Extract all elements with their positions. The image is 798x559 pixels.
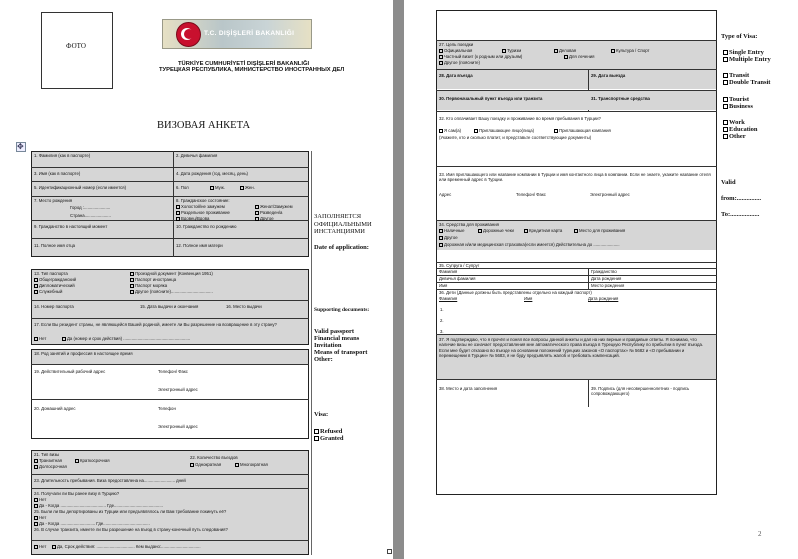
form-title: ВИЗОВАЯ АНКЕТА [157,120,251,131]
supporting-documents: Supporting documents: [314,307,370,313]
page-2 [404,0,798,559]
field-13-seaman[interactable]: Паспорт моряка [130,283,167,288]
field-22-multiple[interactable]: Многократная [235,462,268,467]
resize-handle[interactable] [387,549,392,554]
field-32-company[interactable]: Приглашающая компания [554,128,611,133]
valid-passport: Valid passport [314,328,355,335]
field-27-medical[interactable]: Для лечения [564,54,594,59]
field-13-ordinary[interactable]: Общегражданский [34,277,76,282]
spouse-surname[interactable]: Фамилия [439,269,458,274]
other-docs: Other: [314,356,333,363]
type-of-visa: Type of Visa: [721,33,758,40]
field-8-widowed[interactable]: Вдовец/Вдова [176,216,209,221]
field-8: 8. Гражданское состояние: [176,198,230,203]
field-26-no[interactable]: Нет [34,544,46,549]
business[interactable]: Business [723,103,753,111]
field-27-business[interactable]: Деловая [554,48,576,53]
field-34-accommodation[interactable]: Место для проживания [574,228,625,233]
field-13-travel-doc[interactable]: Проездной документ (Конвенция 1951) [130,271,213,276]
field-6-male[interactable]: Муж. [210,185,225,190]
field-27: 27. Цель поездки [439,42,474,47]
field-1[interactable]: 1. Фамилия (как в паспорте) [34,153,91,158]
double-transit[interactable]: Double Transit [723,79,770,87]
field-17-yes[interactable]: Да (номер и срок действия) ........................................................ [62,336,190,341]
field-22: 22. Количество въездов [190,455,238,460]
field-27-tourism[interactable]: Туризм [502,48,521,53]
field-11[interactable]: 11. Полное имя отца [34,243,76,248]
field-8-separated[interactable]: Раздельное проживание [176,210,230,215]
field-34-cash[interactable]: Наличные [439,228,465,233]
field-33-email[interactable]: Электронный адрес [590,192,630,197]
field-32-self[interactable]: Я сам(а) [439,128,461,133]
field-13-alien[interactable]: Паспорт иностранца [130,277,176,282]
field-20-email[interactable]: Электронный адрес [158,424,198,429]
means-of-transport: Means of transport [314,349,368,356]
work[interactable]: Work [723,119,745,127]
field-31[interactable]: 31. Транспортные средства [591,96,650,101]
field-34-card[interactable]: Кредитная карта [524,228,562,233]
field-8-married[interactable]: Женат/Замужем [255,204,293,209]
field-17: 17. Если Вы резидент страны, не являющейся Вашей родиной, имеете ли Вы разрешение на возвращение в эту страну? [34,322,277,327]
field-7-country[interactable]: Страна...................... [70,213,111,218]
field-10[interactable]: 10. Гражданство по рождению [176,224,237,229]
field-38[interactable]: 38. Место и дата заполнения [439,386,498,391]
field-34: 34. Средства для проживания [439,222,499,227]
field-23[interactable]: 23. Длительность пребывания. Виза предоставлена на.......................... дней [34,478,186,483]
spouse-citizenship[interactable]: Гражданство [591,269,617,274]
visa-label: Visa: [314,411,329,418]
field-4[interactable]: 4. Дата рождения (год, месяц, день) [176,171,248,176]
field-6-female[interactable]: Жен. [240,185,255,190]
field-20[interactable]: 20. Домашний адрес [34,406,76,411]
field-21-transit[interactable]: Транзитная [34,458,62,463]
field-19[interactable]: 19. Действительный рабочий адрес [34,369,106,374]
field-27-private[interactable]: Частный визит (к родным или друзьям) [439,54,522,59]
field-19-email[interactable]: Электронный адрес [158,387,198,392]
move-handle-glyph: ✥ [17,142,24,151]
children-surname-header: Фамилия [439,296,458,301]
field-24: 24. Получали ли Вы ранее визу в Турцию? [34,491,120,496]
spouse-dob[interactable]: Дата рождения [591,276,622,281]
children-name-header: Имя [524,296,533,301]
field-34-other[interactable]: Другое [439,235,458,240]
field-39[interactable]: 39. Подпись (для несовершеннолетних - подпись сопровождающего) [591,386,690,396]
tourist[interactable]: Tourist [723,96,749,104]
ministry-title-tr: TÜRKİYE CUMHURİYETİ DIŞİŞLERİ BAKANLIĞI [178,61,310,67]
field-5[interactable]: 5. Идентификационный номер (если имеется) [34,185,127,190]
field-21-long[interactable]: Долгосрочная [34,464,67,469]
invitation: Invitation [314,342,342,349]
multiple-entry[interactable]: Multiple Entry [723,56,771,64]
field-32-person[interactable]: Приглашающее лицо(лица) [474,128,534,133]
child-row-1[interactable]: 1. [440,307,444,312]
field-8-single[interactable]: Холостой/не замужем [176,204,225,209]
field-27-culture[interactable]: Культура / Спорт [611,48,650,53]
field-29[interactable]: 29. Дата выезда [591,73,626,78]
field-15[interactable]: 15. Дата выдачи и окончания [140,304,199,309]
field-36: 36. Дети (Данные должны быть представлены отдельно на каждый паспорт) [439,290,592,295]
field-19-phone[interactable]: Телефон/ Факс [158,369,188,374]
financial-means: Financial means [314,335,360,342]
field-13-other[interactable]: Другое (поясните)................................... [130,289,213,294]
education[interactable]: Education [723,126,758,134]
field-33-phone[interactable]: Телефон/ Факс [516,192,546,197]
ministry-title-ru: ТУРЕЦКАЯ РЕСПУБЛИКА, МИНИСТЕРСТВО ИНОСТРАННЫХ ДЕЛ [159,67,345,73]
field-32-note: (Укажите, кто и сколько платит, и представьте соответствующие документы) [439,135,592,140]
field-7-city[interactable]: Город :...................... [70,205,111,210]
official-use-heading: ЗАПОЛНЯЕТСЯ ОФИЦИАЛЬНЫМИ ИНСТАНЦИЯМИ [314,213,372,235]
field-17-no[interactable]: Нет [34,336,46,341]
photo-box [41,12,113,89]
field-20-phone[interactable]: Телефон [158,406,176,411]
field-13: 13. Тип паспорта [34,271,68,276]
field-33-address[interactable]: Адрес [439,192,452,197]
field-8-other[interactable]: Другое [255,216,274,221]
field-24-no[interactable]: Нет [34,497,46,502]
declaration-37: 37. Я подтверждаю, что я прочёл и понял все вопросы данной анкеты и дал на них верные и правдивые ответы. Я понимаю, что наличие визы не означает предоставления мне автоматического права въезда в Турецкую Республику по прибытии в пункт въезда. Если мне будет отказано во въезде на основании положений турецких законов «О паспортах» № 5682 и «О пребывании и перемещении в Турции» № 5683, я не буду предъявлять жалоб и требовать компенсаций. [439,337,704,359]
field-28[interactable]: 28. Дата въезда [439,73,473,78]
valid-label: Valid [721,179,736,186]
field-26-yes[interactable]: Да, Срок действия: ................................ Кем выдано:................................. [52,544,201,549]
field-35: 35. Супруга / Супруг [439,263,480,268]
children-dob-header: Дата рождения [588,296,619,301]
child-row-3[interactable]: 3. [440,329,444,334]
field-13-diplomatic[interactable]: Дипломатический [34,283,75,288]
field-8-divorced[interactable]: Разведен/а [255,210,282,215]
valid-from[interactable]: from:............... [721,195,762,202]
spouse-pob[interactable]: Место рождения [591,283,625,288]
field-34-insurance[interactable]: Дорожная и/или медицинская страховка(если имеется) Действительна до ...................... [439,242,620,247]
field-13-service[interactable]: Служебный [34,289,62,294]
logo-text: T.C. DIŞİŞLERİ BAKANLIĞI [204,30,295,37]
field-9[interactable]: 9. Гражданство в настоящий момент [34,224,108,229]
single-entry[interactable]: Single Entry [723,49,764,57]
field-32: 32. Кто оплачивает Вашу поездку и проживание во время пребывания в Турции? [439,116,601,121]
field-21-short[interactable]: Краткосрочная [75,458,110,463]
transit[interactable]: Transit [723,72,749,80]
field-6: 6. Пол [176,185,189,190]
valid-to[interactable]: To:.................. [721,211,760,218]
child-row-2[interactable]: 2. [440,318,444,323]
photo-label: ФОТО [66,42,86,50]
field-2[interactable]: 2. Девичья фамилия [176,153,218,158]
field-22-single[interactable]: Однократная [190,462,221,467]
field-18[interactable]: 18. Род занятий и профессия в настоящее время [34,351,133,356]
field-14[interactable]: 14. Номер паспорта [34,304,74,309]
refused-checkbox[interactable]: Refused [314,428,342,436]
page-1 [0,0,393,559]
other-type[interactable]: Other [723,133,746,141]
date-of-application: Date of application: [314,244,369,251]
field-25-no[interactable]: Нет [34,515,46,520]
field-24-yes[interactable]: Да - Когда ...................................... Где......................................... [34,503,163,508]
field-26: 26. В случае транзита, имеете ли Вы разрешение на въезд в страну-конечный путь следования? [34,527,228,532]
spouse-name[interactable]: Имя [439,283,448,288]
page-number: 2 [758,530,762,538]
field-25: 25. Были ли Вы депортированы из Турции или предъявлялось ли Вам требование покинуть её? [34,509,227,514]
field-7: 7. Место рождения [34,198,73,203]
spouse-maiden[interactable]: Девичья фамилия [439,276,476,281]
field-12[interactable]: 12. Полное имя матери [176,243,223,248]
field-25-yes[interactable]: Да - Когда ............................. Где....................................... [34,521,150,526]
field-3[interactable]: 3. Имя (как в паспорте) [34,171,81,176]
field-27-other[interactable]: Другое (поясните) [439,60,480,65]
field-27-official[interactable]: Официальная [439,48,472,53]
granted-checkbox[interactable]: Granted [314,435,343,443]
field-16[interactable]: 16. Место выдачи [226,304,262,309]
field-21: 21. Тип визы [34,452,60,457]
field-33: 33. Имя приглашающего или название компании в Турции и имя контактного лица в компании. Если не знаете, укажите название отеля или временный адрес в Турции. [439,172,711,182]
crescent-cut [184,29,194,39]
field-30[interactable]: 30. Первоначальный пункт въезда или транзита [439,96,543,101]
field-34-cheques[interactable]: Дорожные чеки [478,228,514,233]
